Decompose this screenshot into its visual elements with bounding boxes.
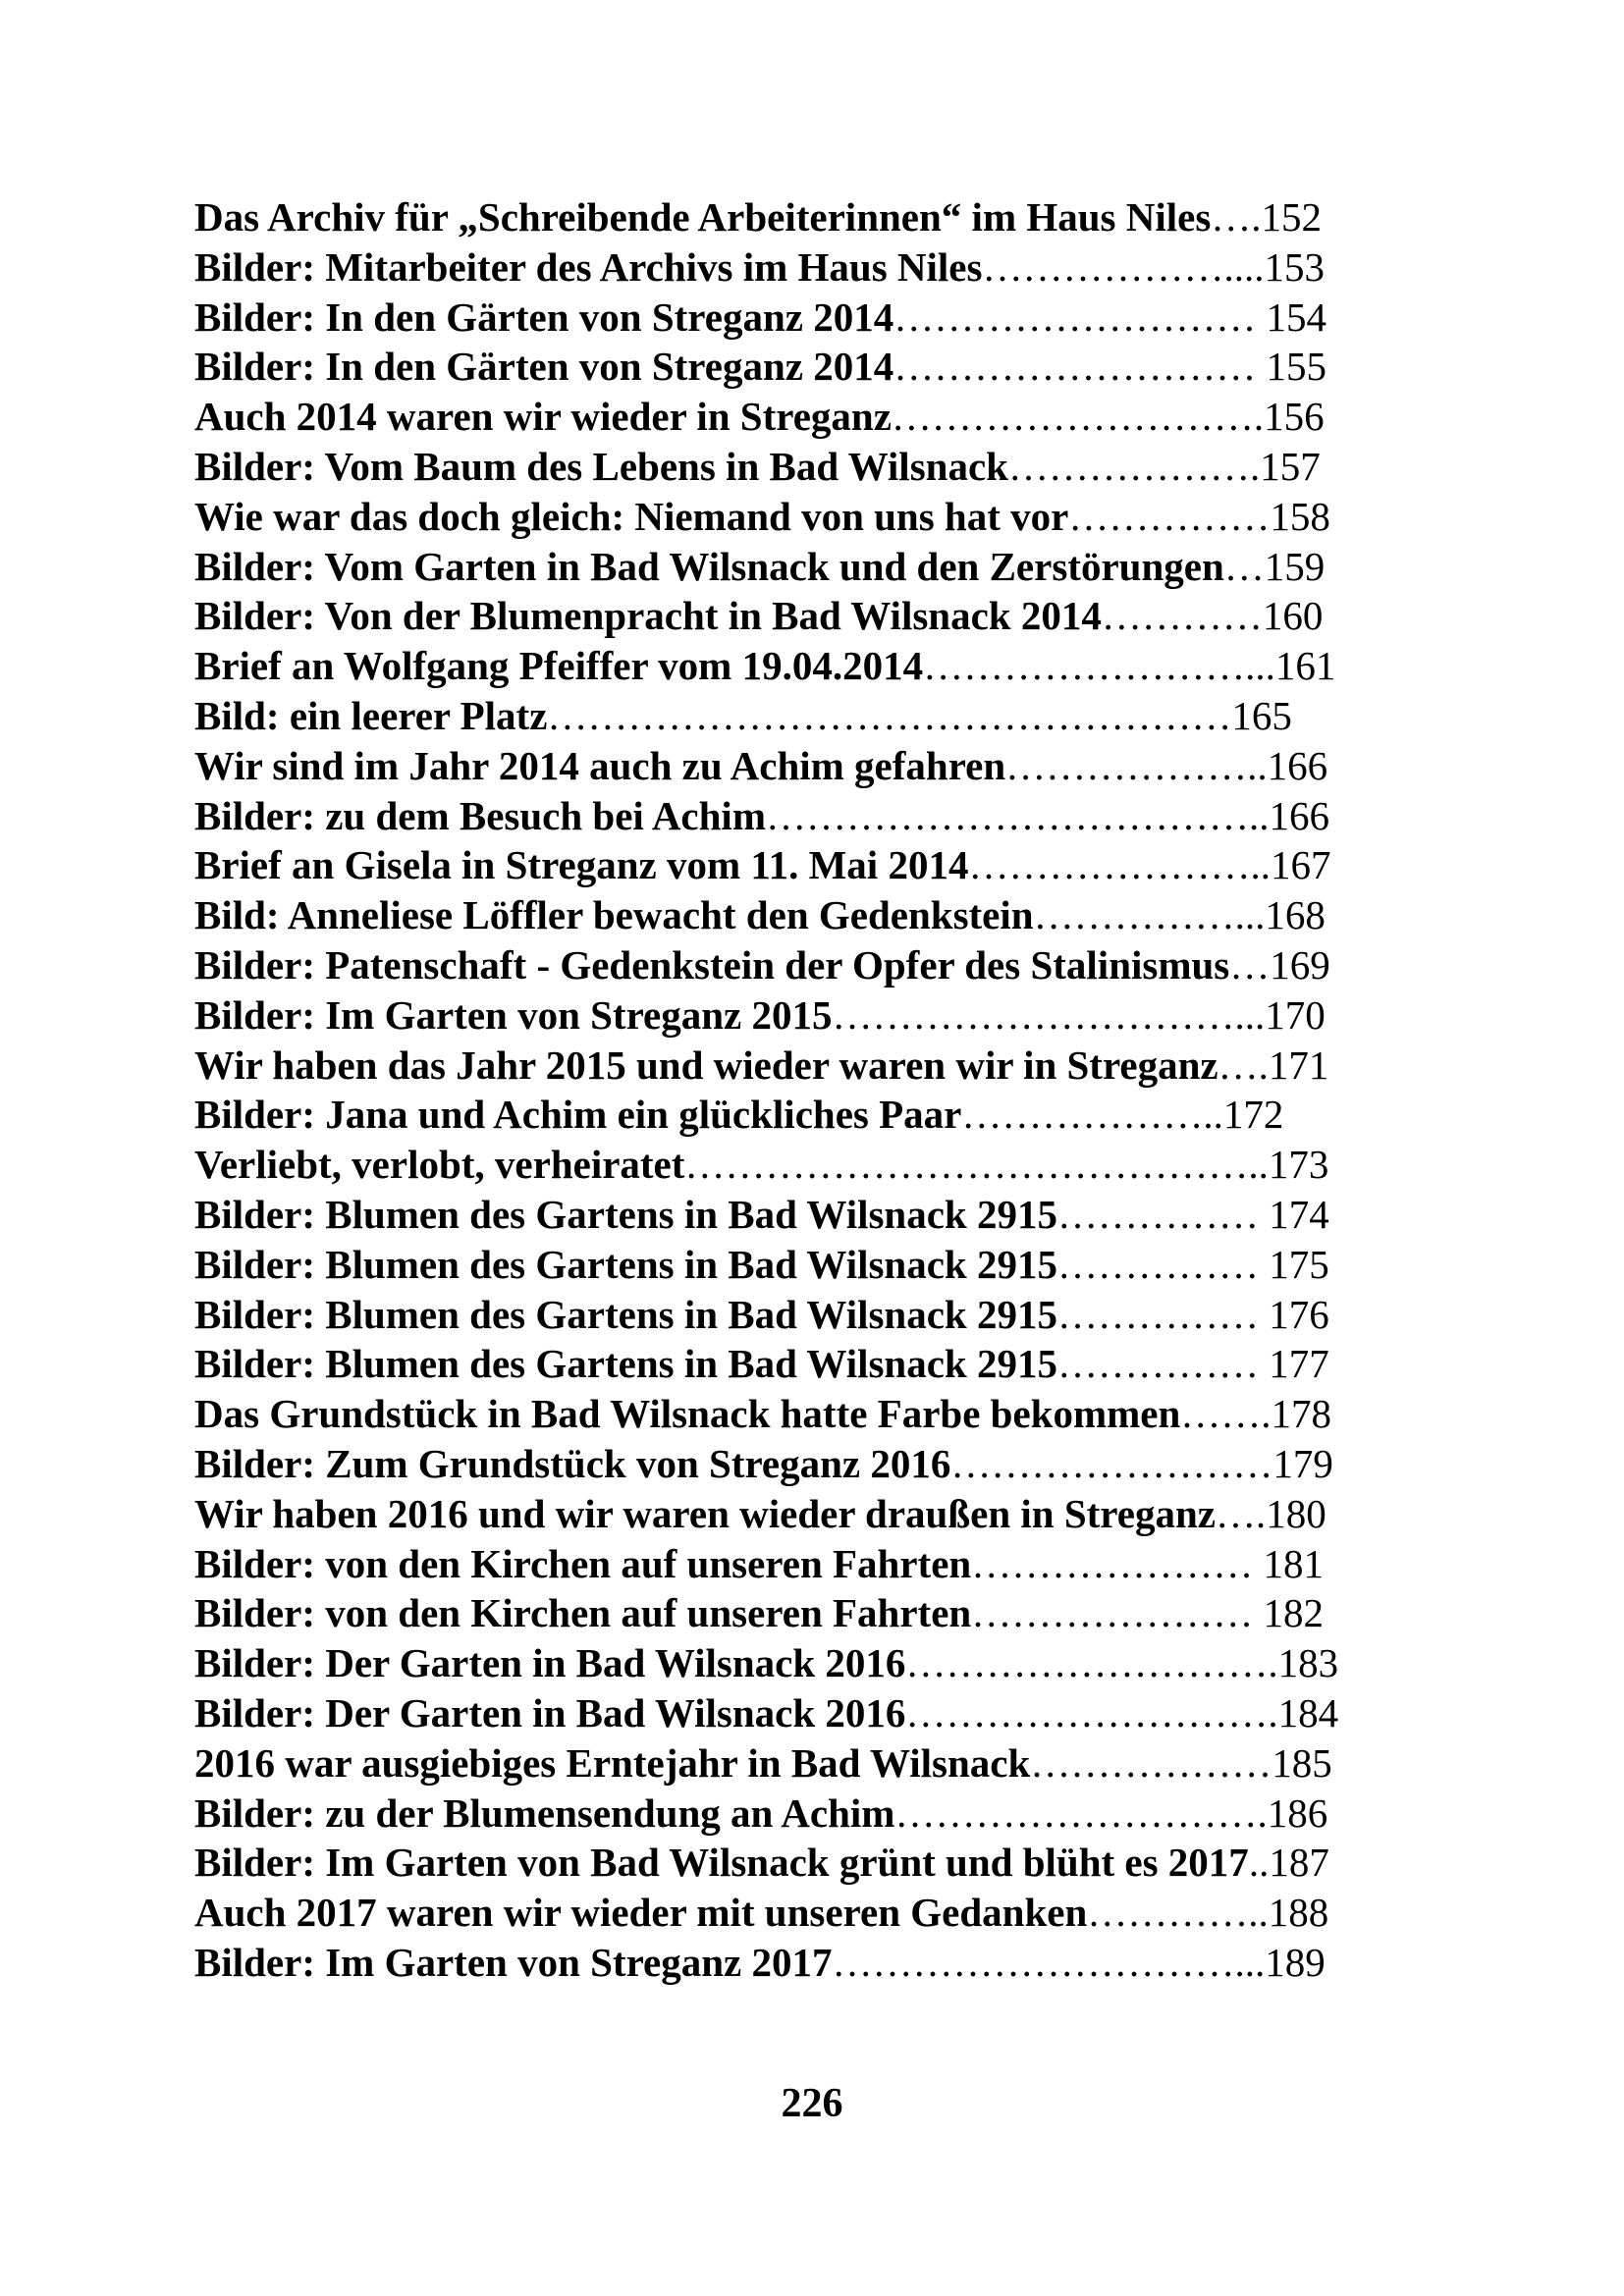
toc-entry-leader: ……………………… [893,344,1267,390]
toc-entry-page: 179 [1272,1440,1333,1486]
toc-entry [194,1738,1441,1789]
toc-entry [194,1290,1441,1340]
toc-entry-title: Bilder: von den Kirchen auf unseren Fahrten [194,1590,972,1636]
toc-entry-leader: …………… [1056,1341,1270,1387]
toc-entry [194,1339,1441,1389]
toc-entry-leader: ……………… [1030,1739,1272,1786]
toc-entry-page: 166 [1267,742,1328,788]
toc-entry-page: 181 [1263,1540,1324,1586]
toc-entry-leader: …. [1211,194,1262,240]
toc-entry-leader: … [1229,941,1271,988]
toc-entry [194,1041,1441,1091]
toc-entry-page: 166 [1269,792,1329,838]
toc-entry-title: Bilder: Im Garten von Streganz 2015 [194,991,833,1038]
toc-entry-leader: …………………………... [832,991,1266,1038]
toc-entry-title: Bilder: Blumen des Gartens in Bad Wilsnack 2915 [194,1291,1057,1337]
toc-entry-leader: ……………….. [961,1092,1223,1138]
toc-entry [194,1090,1441,1140]
toc-entry-title: 2016 war ausgiebiges Erntejahr in Bad Wilsnack [194,1739,1031,1786]
toc-entry-page: 153 [1264,243,1325,290]
toc-entry-page: 186 [1267,1789,1328,1836]
toc-entry-leader: ……………………………….. [765,792,1270,838]
toc-entry-page: 185 [1272,1739,1332,1786]
toc-entry-leader: ……………………... [923,643,1275,689]
toc-entry-title: Bilder: zu der Blumensendung an Achim [194,1789,895,1836]
toc-entry-page: 160 [1262,593,1324,639]
toc-entry-page: 155 [1266,344,1326,390]
toc-entry [194,1638,1441,1688]
toc-entry-page: 161 [1274,643,1336,689]
toc-entry [194,990,1441,1041]
toc-entry-title: Brief an Gisela in Streganz vom 11. Mai 2014 [194,842,969,888]
toc-entry-title: Bilder: zu dem Besuch bei Achim [194,792,766,838]
toc-entry-title: Brief an Wolfgang Pfeiffer vom 19.04.2014 [194,643,924,689]
toc-entry-title: Bilder: Von der Blumenpracht in Bad Wilsnack 2014 [194,593,1102,639]
toc-entry [194,1688,1441,1738]
toc-entry-leader: ………………………. [905,1640,1278,1686]
toc-entry [194,691,1441,741]
toc-entry-title: Bild: Anneliese Löffler bewacht den Gedenkstein [194,892,1034,938]
toc-entry-title: Wir haben das Jahr 2015 und wieder waren wir in Streganz [194,1041,1218,1088]
toc-entry-page: 187 [1269,1840,1329,1886]
toc-entry [194,492,1441,542]
toc-entry-page: 169 [1270,941,1330,988]
toc-entry-title: Bilder: Im Garten von Streganz 2017 [194,1939,833,1985]
toc-entry-leader: ………………………. [894,1789,1268,1836]
toc-entry-leader: ………………. [1007,443,1261,489]
toc-entry-page: 180 [1266,1490,1326,1536]
toc-entry-page: 178 [1271,1391,1332,1437]
toc-entry-page: 188 [1268,1890,1329,1936]
toc-entry [194,840,1441,890]
toc-entry-page: 158 [1270,493,1330,539]
toc-entry-page: 182 [1263,1590,1324,1636]
toc-entry-title: Bilder: von den Kirchen auf unseren Fahrten [194,1540,972,1586]
toc-entry-page: 174 [1269,1191,1329,1237]
toc-entry-title: Bilder: Blumen des Gartens in Bad Wilsnack 2915 [194,1241,1057,1287]
toc-entry-page: 159 [1264,543,1326,589]
toc-entry-leader: …. [1215,1490,1267,1536]
toc-entry-title: Bilder: Im Garten von Bad Wilsnack grünt und blüht es 2017 [194,1840,1249,1886]
toc-entry-page: 157 [1260,443,1321,489]
toc-entry-title: Bilder: Jana und Achim ein glückliches Paar [194,1092,962,1138]
toc-entry-page: 154 [1266,294,1326,340]
toc-entry-page: 171 [1268,1041,1329,1088]
toc-entry-page: 189 [1265,1939,1326,1985]
toc-entry-page: 170 [1265,991,1326,1038]
toc-entry-title: Verliebt, verlobt, verheiratet [194,1142,685,1188]
toc-entry [194,1140,1441,1190]
toc-entry-page: 184 [1277,1689,1339,1735]
toc-entry-title: Wie war das doch gleich: Niemand von uns hat vor [194,493,1069,539]
toc-entry-leader: …………………………………….. [684,1142,1269,1188]
toc-entry-title: Wir sind im Jahr 2014 auch zu Achim gefahren [194,742,1006,788]
toc-entry-page: 168 [1265,892,1326,938]
toc-entry [194,342,1441,392]
toc-entry-leader: …………………………………………… [547,692,1232,738]
toc-entry-page: 177 [1269,1341,1329,1387]
toc-entry [194,591,1441,641]
toc-entry-leader: ………………… [971,1540,1264,1586]
toc-entry-leader: …………… [1056,1191,1270,1237]
toc-entry [194,1938,1441,1988]
toc-entry-title: Wir haben 2016 und wir waren wieder draußen in Streganz [194,1490,1216,1536]
toc-entry [194,890,1441,940]
toc-entry-title: Bilder: In den Gärten von Streganz 2014 [194,294,894,340]
toc-entry [194,542,1441,592]
toc-entry-page: 173 [1268,1142,1329,1188]
toc-entry [194,641,1441,691]
toc-entry [194,242,1441,293]
toc-entry [194,1389,1441,1439]
toc-entry-leader: ………… [1101,593,1263,639]
toc-entry-title: Das Grundstück in Bad Wilsnack hatte Farbe bekommen [194,1391,1181,1437]
toc-entry [194,1838,1441,1888]
table-of-contents [194,192,1441,1988]
toc-entry-leader: …………… [1056,1291,1270,1337]
toc-entry [194,1489,1441,1539]
toc-entry-leader: …………… [1056,1241,1270,1287]
toc-entry-page: 175 [1269,1241,1329,1287]
toc-entry [194,1240,1441,1290]
toc-entry [194,741,1441,791]
toc-entry-leader: .. [1248,1840,1270,1886]
toc-entry-page: 152 [1261,194,1323,240]
toc-entry-leader: …………………………... [832,1939,1266,1985]
toc-entry-title: Das Archiv für „Schreibende Arbeiterinnen“ im Haus Niles [194,194,1212,240]
toc-entry-title: Auch 2017 waren wir wieder mit unseren Gedanken [194,1890,1088,1936]
toc-entry-page: 167 [1270,842,1331,888]
toc-entry-leader: ……………………… [893,294,1267,340]
toc-entry-page: 156 [1264,394,1325,440]
toc-entry [194,940,1441,990]
toc-entry-leader: ……. [1180,1391,1272,1437]
toc-entry-leader: ………………………. [891,394,1265,440]
toc-entry-leader: …………………… [950,1440,1273,1486]
toc-entry [194,1588,1441,1638]
toc-entry-title: Bilder: Patenschaft - Gedenkstein der Opfer des Stalinismus [194,941,1230,988]
toc-entry-leader: ………….. [1087,1890,1269,1936]
toc-entry-title: Bilder: Mitarbeiter des Archivs im Haus Niles [194,243,983,290]
toc-entry-leader: …. [1218,1041,1269,1088]
toc-entry [194,791,1441,841]
toc-entry-leader: … [1223,543,1265,589]
toc-entry-title: Bilder: Blumen des Gartens in Bad Wilsnack 2915 [194,1341,1057,1387]
toc-entry [194,192,1441,242]
toc-entry-title: Bilder: In den Gärten von Streganz 2014 [194,344,894,390]
toc-entry-page: 172 [1222,1092,1284,1138]
toc-entry-leader: ……………….... [982,243,1265,290]
toc-entry-title: Bilder: Der Garten in Bad Wilsnack 2016 [194,1689,906,1735]
toc-entry [194,1539,1441,1589]
toc-entry-title: Bilder: Zum Grundstück von Streganz 2016 [194,1440,951,1486]
toc-entry-leader: ………………… [971,1590,1264,1636]
toc-entry-title: Bilder: Vom Garten in Bad Wilsnack und den Zerstörungen [194,543,1224,589]
toc-entry [194,392,1441,442]
toc-entry-leader: ………………………. [905,1689,1278,1735]
toc-entry-leader: ……………... [1033,892,1266,938]
toc-entry-page: 165 [1231,692,1292,738]
toc-entry [194,442,1441,492]
page-number: 226 [781,2081,843,2126]
toc-entry-title: Bilder: Blumen des Gartens in Bad Wilsnack 2915 [194,1191,1057,1237]
toc-entry-page: 176 [1269,1291,1329,1337]
toc-entry [194,1789,1441,1839]
toc-entry [194,1439,1441,1489]
toc-entry-title: Bilder: Vom Baum des Lebens in Bad Wilsnack [194,443,1008,489]
toc-entry [194,1190,1441,1240]
toc-entry-leader: ………………….. [968,842,1271,888]
toc-entry-title: Bild: ein leerer Platz [194,692,548,738]
toc-entry-page: 183 [1277,1640,1339,1686]
toc-entry-title: Bilder: Der Garten in Bad Wilsnack 2016 [194,1640,906,1686]
toc-entry-title: Auch 2014 waren wir wieder in Streganz [194,394,892,440]
toc-entry [194,1888,1441,1938]
toc-entry [194,293,1441,343]
toc-entry-leader: ……………….. [1005,742,1268,788]
toc-entry-leader: …………… [1068,493,1271,539]
